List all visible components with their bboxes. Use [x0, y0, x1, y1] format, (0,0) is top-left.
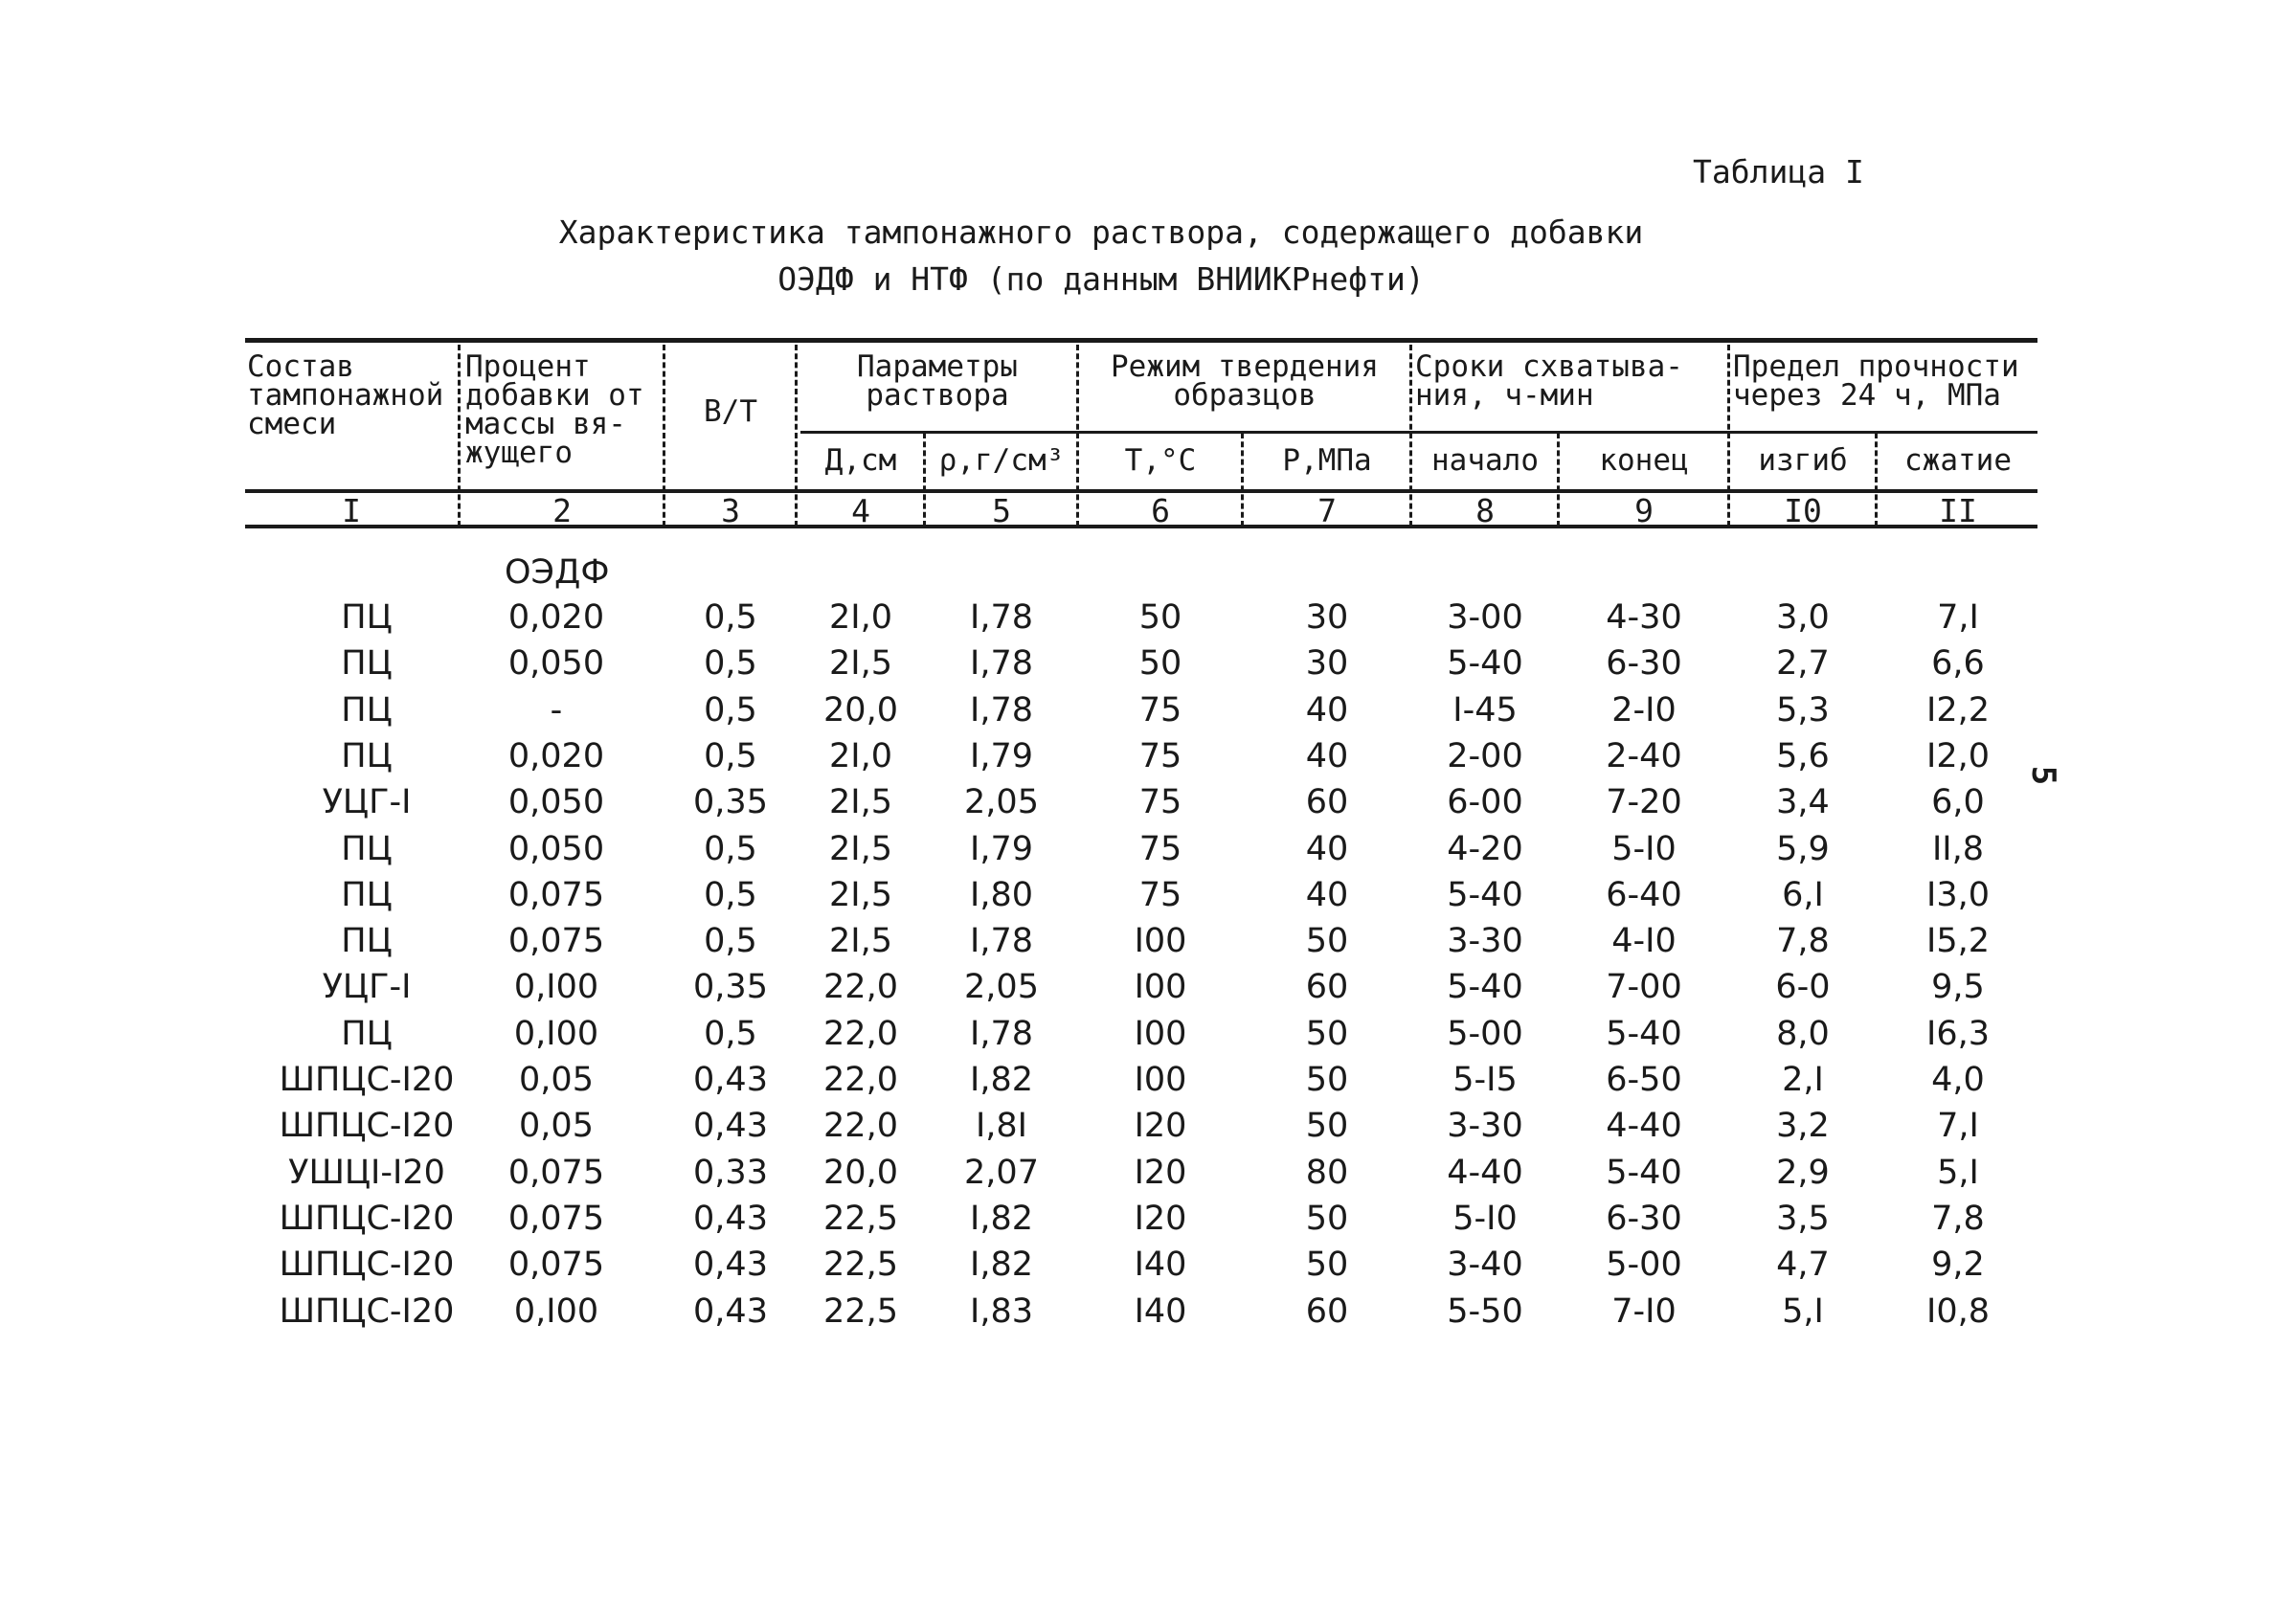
table-cell: I20 — [1134, 1107, 1187, 1146]
header-d-cm: Д,см — [824, 443, 897, 478]
col-separator — [1076, 345, 1079, 527]
table-cell: 0,5 — [704, 922, 757, 961]
header-top-rule — [245, 338, 2037, 343]
col-separator — [923, 433, 926, 527]
table-cell: 4-40 — [1606, 1107, 1682, 1146]
table-cell: 6-40 — [1606, 875, 1682, 914]
table-cell: I6,3 — [1926, 1014, 1990, 1053]
table-cell: 5-40 — [1606, 1153, 1682, 1192]
header-percent: Процент добавки от массы вя- жущего — [465, 349, 644, 470]
table-cell: 0,075 — [507, 1246, 605, 1285]
table-cell: 22,0 — [823, 1061, 898, 1099]
table-cell: ШПЦС-I20 — [279, 1061, 455, 1099]
table-cell: 2,07 — [964, 1153, 1039, 1192]
table-cell: I00 — [1134, 922, 1187, 961]
table-cell: 50 — [1305, 1061, 1349, 1099]
table-cell: 75 — [1138, 829, 1182, 868]
table-cell: 0,075 — [507, 875, 605, 914]
table-cell: 6-50 — [1606, 1061, 1682, 1099]
table-cell: 4-I0 — [1611, 922, 1677, 961]
table-cell: 20,0 — [823, 690, 898, 729]
table-cell: 22,5 — [823, 1199, 898, 1238]
table-cell: 6-30 — [1606, 1199, 1682, 1238]
header-t: Т,°С — [1124, 443, 1197, 478]
table-cell: 0,43 — [693, 1107, 768, 1146]
table-cell: 3,2 — [1776, 1107, 1830, 1146]
col-separator — [663, 345, 665, 527]
table-cell: 3-30 — [1447, 1107, 1523, 1146]
table-cell: 80 — [1305, 1153, 1349, 1192]
table-cell: 40 — [1305, 690, 1349, 729]
table-cell: УЦГ-I — [322, 968, 412, 1007]
table-cell: I,82 — [970, 1246, 1033, 1285]
col-number: II — [1939, 492, 1977, 529]
table-cell: 7,8 — [1931, 1199, 1985, 1238]
table-cell: ПЦ — [341, 875, 393, 914]
table-cell: 3,5 — [1776, 1199, 1830, 1238]
header-p: Р,МПа — [1282, 443, 1372, 478]
table-cell: 0,35 — [693, 968, 768, 1007]
col-separator — [795, 345, 798, 527]
table-cell: 2I,5 — [829, 644, 892, 684]
table-cell: I,78 — [970, 922, 1033, 961]
table-cell: 50 — [1138, 598, 1182, 637]
table-cell: 22,0 — [823, 1107, 898, 1146]
col-number: 4 — [851, 492, 870, 529]
table-cell: I,83 — [970, 1291, 1033, 1331]
table-cell: 0,I00 — [513, 1014, 599, 1053]
table-cell: I5,2 — [1926, 922, 1990, 961]
table-cell: I,82 — [970, 1061, 1033, 1099]
table-cell: ПЦ — [341, 598, 393, 637]
table-cell: 60 — [1305, 968, 1349, 1007]
table-cell: 7,I — [1937, 1107, 1979, 1146]
table-caption-line2: ОЭДФ и НТФ (по данным ВНИИКРнефти) — [777, 260, 1425, 298]
table-cell: 0,43 — [693, 1061, 768, 1099]
header-wt: В/Т — [704, 394, 757, 429]
table-cell: 2I,5 — [829, 829, 892, 868]
table-cell: 0,35 — [693, 783, 768, 822]
table-cell: 50 — [1305, 1014, 1349, 1053]
header-compress: сжатие — [1904, 443, 2012, 478]
table-cell: 7,8 — [1776, 922, 1830, 961]
table-cell: 5-40 — [1447, 968, 1523, 1007]
table-cell: 3-40 — [1447, 1246, 1523, 1285]
table-cell: I,78 — [970, 598, 1033, 637]
table-cell: I,78 — [970, 1014, 1033, 1053]
table-cell: УЦГ-I — [322, 783, 412, 822]
table-cell: 0,050 — [507, 783, 605, 822]
header-composition: Состав тампонажной смеси — [247, 349, 444, 441]
table-cell: 5-40 — [1447, 644, 1523, 684]
table-cell: 0,05 — [519, 1107, 594, 1146]
table-cell: 0,43 — [693, 1199, 768, 1238]
table-cell: 22,5 — [823, 1246, 898, 1285]
table-cell: 50 — [1305, 1199, 1349, 1238]
table-cell: 50 — [1305, 922, 1349, 961]
table-cell: ПЦ — [341, 1014, 393, 1053]
table-cell: 8,0 — [1776, 1014, 1830, 1053]
table-cell: - — [550, 690, 563, 729]
table-cell: 0,I00 — [513, 1291, 599, 1331]
table-cell: 6-30 — [1606, 644, 1682, 684]
table-cell: I,78 — [970, 644, 1033, 684]
table-cell: 3-30 — [1447, 922, 1523, 961]
table-cell: 2,7 — [1776, 644, 1830, 684]
table-number: Таблица I — [1693, 153, 1864, 191]
col-number: I0 — [1784, 492, 1822, 529]
col-number: 5 — [992, 492, 1011, 529]
table-cell: 4,0 — [1931, 1061, 1985, 1099]
table-cell: I,79 — [970, 736, 1033, 775]
table-caption-line1: Характеристика тампонажного раствора, содержащего добавки — [558, 213, 1644, 251]
table-cell: 22,0 — [823, 1014, 898, 1053]
table-cell: 40 — [1305, 736, 1349, 775]
table-cell: ПЦ — [341, 829, 393, 868]
table-cell: 0,050 — [507, 829, 605, 868]
table-cell: 50 — [1305, 1246, 1349, 1285]
table-cell: I00 — [1134, 1014, 1187, 1053]
table-cell: 5-I0 — [1611, 829, 1677, 868]
table-cell: 2I,5 — [829, 783, 892, 822]
table-cell: 2I,5 — [829, 875, 892, 914]
table-cell: 7,I — [1937, 598, 1979, 637]
table-cell: 0,43 — [693, 1246, 768, 1285]
table-cell: 2,05 — [964, 968, 1039, 1007]
table-cell: 6,0 — [1931, 783, 1985, 822]
table-cell: 9,2 — [1931, 1246, 1985, 1285]
table-cell: 0,5 — [704, 875, 757, 914]
table-cell: I40 — [1134, 1291, 1187, 1331]
table-cell: 7-00 — [1606, 968, 1682, 1007]
table-cell: 0,020 — [507, 736, 605, 775]
table-cell: 50 — [1138, 644, 1182, 684]
table-cell: 5-I0 — [1452, 1199, 1518, 1238]
table-cell: 0,I00 — [513, 968, 599, 1007]
col-number: 2 — [552, 492, 572, 529]
table-cell: 5,3 — [1776, 690, 1830, 729]
table-cell: 50 — [1305, 1107, 1349, 1146]
page-number: 5 — [2024, 765, 2063, 786]
col-separator — [1557, 433, 1560, 527]
table-cell: 0,075 — [507, 1153, 605, 1192]
table-cell: 0,5 — [704, 690, 757, 729]
table-cell: ПЦ — [341, 644, 393, 684]
table-cell: 0,050 — [507, 644, 605, 684]
header-rho: ρ,г/см³ — [938, 443, 1065, 478]
col-separator — [1727, 345, 1730, 527]
table-cell: I20 — [1134, 1153, 1187, 1192]
table-cell: 5,I — [1782, 1291, 1824, 1331]
table-cell: 0,5 — [704, 644, 757, 684]
table-cell: 75 — [1138, 690, 1182, 729]
table-cell: 6-0 — [1775, 968, 1831, 1007]
col-number: I — [342, 492, 361, 529]
table-cell: ПЦ — [341, 690, 393, 729]
table-cell: I,82 — [970, 1199, 1033, 1238]
table-cell: 0,020 — [507, 598, 605, 637]
table-cell: 0,075 — [507, 922, 605, 961]
table-cell: 2I,0 — [829, 736, 892, 775]
table-cell: 0,5 — [704, 736, 757, 775]
header-start: начало — [1431, 443, 1539, 478]
table-cell: 0,05 — [519, 1061, 594, 1099]
table-cell: 3,4 — [1776, 783, 1830, 822]
table-cell: II,8 — [1931, 829, 1985, 868]
table-cell: 2-00 — [1447, 736, 1523, 775]
table-cell: 6,6 — [1931, 644, 1985, 684]
table-cell: 6,I — [1782, 875, 1824, 914]
table-cell: 2,05 — [964, 783, 1039, 822]
table-cell: 2I,0 — [829, 598, 892, 637]
table-cell: ШПЦС-I20 — [279, 1291, 455, 1331]
col-number: 9 — [1634, 492, 1654, 529]
table-cell: I,79 — [970, 829, 1033, 868]
col-separator — [1875, 433, 1878, 527]
table-cell: I,8I — [975, 1107, 1028, 1146]
table-cell: I40 — [1134, 1246, 1187, 1285]
table-cell: I00 — [1134, 1061, 1187, 1099]
col-separator — [1409, 345, 1412, 527]
table-cell: 5-40 — [1447, 875, 1523, 914]
table-cell: I00 — [1134, 968, 1187, 1007]
table-cell: 7-I0 — [1611, 1291, 1677, 1331]
table-cell: 2,9 — [1776, 1153, 1830, 1192]
header-strength: Предел прочности через 24 ч, МПа — [1733, 349, 2019, 413]
table-cell: 4-20 — [1447, 829, 1523, 868]
col-number: 3 — [721, 492, 740, 529]
table-cell: 30 — [1305, 644, 1349, 684]
table-cell: ПЦ — [341, 922, 393, 961]
table-cell: 2-I0 — [1611, 690, 1677, 729]
table-cell: 5-40 — [1606, 1014, 1682, 1053]
table-cell: 5-00 — [1447, 1014, 1523, 1053]
table-cell: 5,I — [1937, 1153, 1979, 1192]
table-cell: I2,2 — [1926, 690, 1990, 729]
table-cell: 40 — [1305, 875, 1349, 914]
table-cell: УШЦI-I20 — [288, 1153, 445, 1192]
table-cell: ШПЦС-I20 — [279, 1246, 455, 1285]
table-cell: 5-00 — [1606, 1246, 1682, 1285]
table-cell: 5-50 — [1447, 1291, 1523, 1331]
table-cell: 5,9 — [1776, 829, 1830, 868]
table-cell: 22,0 — [823, 968, 898, 1007]
table-cell: 60 — [1305, 783, 1349, 822]
subheader-rule — [800, 431, 2037, 434]
table-cell: 30 — [1305, 598, 1349, 637]
table-cell: 2I,5 — [829, 922, 892, 961]
table-cell: I0,8 — [1926, 1291, 1990, 1331]
table-cell: 2,I — [1782, 1061, 1824, 1099]
table-cell: 0,075 — [507, 1199, 605, 1238]
table-cell: 0,33 — [693, 1153, 768, 1192]
table-cell: 20,0 — [823, 1153, 898, 1192]
table-cell: 0,5 — [704, 598, 757, 637]
table-cell: 4-30 — [1606, 598, 1682, 637]
table-cell: I3,0 — [1926, 875, 1990, 914]
table-cell: I2,0 — [1926, 736, 1990, 775]
table-cell: I,78 — [970, 690, 1033, 729]
header-params: Параметры раствора — [857, 349, 1018, 413]
table-cell: 2-40 — [1606, 736, 1682, 775]
header-bend: изгиб — [1758, 443, 1848, 478]
col-separator — [458, 345, 461, 527]
header-end: конец — [1599, 443, 1689, 478]
table-cell: 0,5 — [704, 829, 757, 868]
table-cell: 7-20 — [1606, 783, 1682, 822]
table-cell: 3,0 — [1776, 598, 1830, 637]
table-cell: I20 — [1134, 1199, 1187, 1238]
table-cell: ШПЦС-I20 — [279, 1199, 455, 1238]
table-cell: 4,7 — [1776, 1246, 1830, 1285]
table-cell: I,80 — [970, 875, 1033, 914]
table-cell: 0,43 — [693, 1291, 768, 1331]
table-cell: 9,5 — [1931, 968, 1985, 1007]
table-cell: 3-00 — [1447, 598, 1523, 637]
table-cell: 75 — [1138, 875, 1182, 914]
table-cell: 22,5 — [823, 1291, 898, 1331]
table-cell: 60 — [1305, 1291, 1349, 1331]
col-separator — [1241, 433, 1244, 527]
table-cell: 75 — [1138, 783, 1182, 822]
col-number: 8 — [1475, 492, 1495, 529]
table-cell: ШПЦС-I20 — [279, 1107, 455, 1146]
table-cell: 75 — [1138, 736, 1182, 775]
col-number: 7 — [1317, 492, 1337, 529]
header-mode: Режим твердения образцов — [1111, 349, 1379, 413]
table-cell: 4-40 — [1447, 1153, 1523, 1192]
col-number: 6 — [1151, 492, 1170, 529]
table-cell: 5,6 — [1776, 736, 1830, 775]
table-cell: I-45 — [1452, 690, 1518, 729]
table-cell: 6-00 — [1447, 783, 1523, 822]
header-setting: Сроки схватыва- ния, ч-мин — [1415, 349, 1683, 413]
group-label-oedf: ОЭДФ — [505, 553, 610, 592]
table-cell: 5-I5 — [1452, 1061, 1518, 1099]
table-cell: 40 — [1305, 829, 1349, 868]
table-cell: ПЦ — [341, 736, 393, 775]
table-cell: 0,5 — [704, 1014, 757, 1053]
